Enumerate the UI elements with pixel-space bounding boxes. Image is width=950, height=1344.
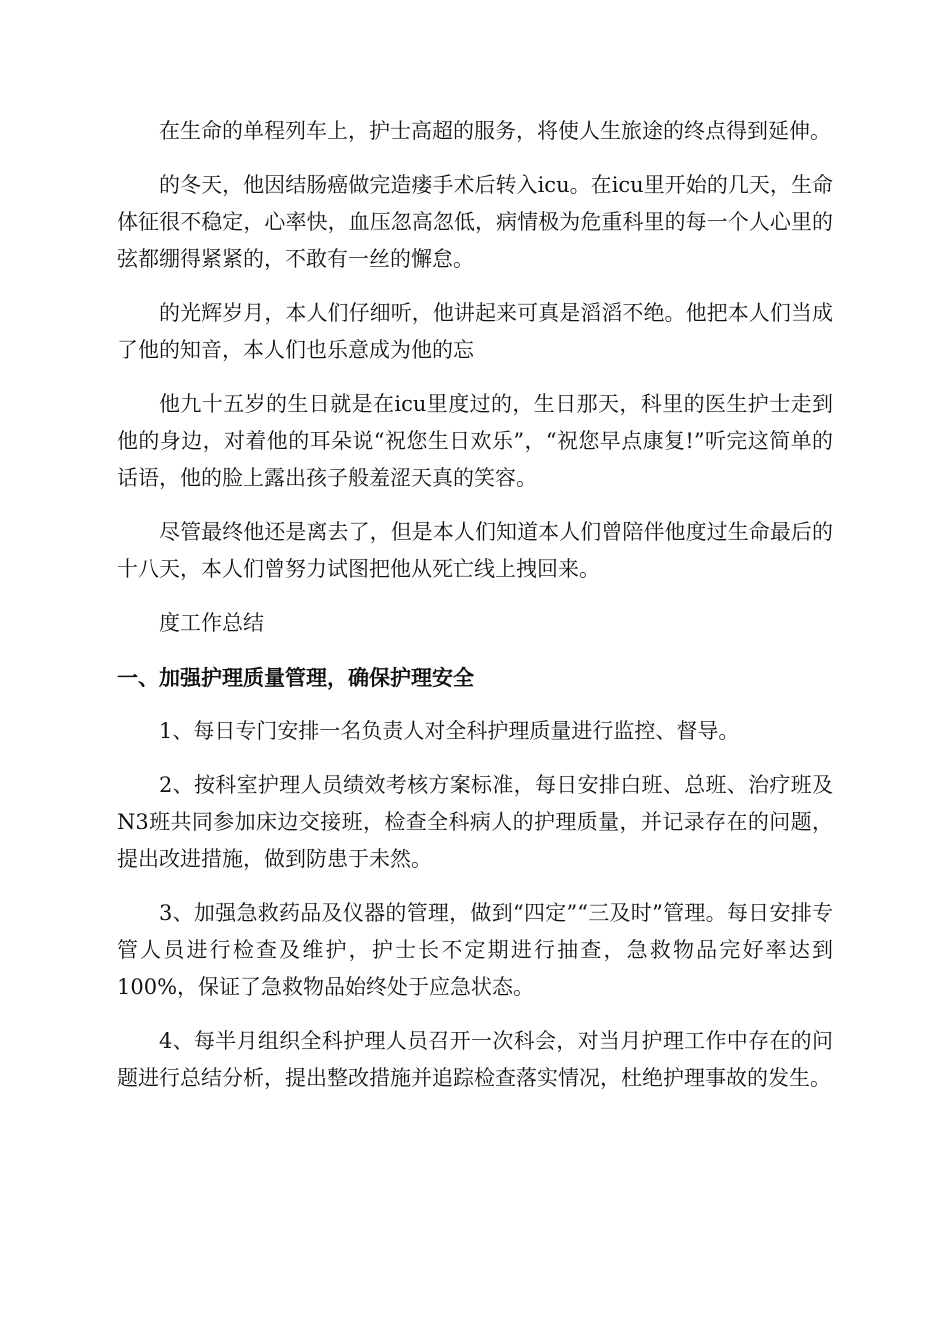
paragraph-2: 的冬天，他因结肠癌做完造瘘手术后转入icu。在icu里开始的几天，生命体征很不稳定，心率快，血压忽高忽低，病情极为危重科里的每一个人心里的弦都绷得紧紧的，不敢有一丝的懈怠。 — [117, 173, 833, 271]
section-heading: 一、加强护理质量管理，确保护理安全 — [117, 665, 474, 690]
paragraph-6: 度工作总结 — [159, 611, 264, 635]
document-body — [117, 113, 833, 1114]
paragraph-1: 在生命的单程列车上，护士高超的服务，将使人生旅途的终点得到延伸。 — [159, 119, 831, 143]
paragraph-3: 的光辉岁月，本人们仔细听，他讲起来可真是滔滔不绝。他把本人们当成了他的知音，本人们也乐意成为他的忘 — [117, 301, 833, 362]
list-item-1: 1、每日专门安排一名负责人对全科护理质量进行监控、督导。 — [159, 719, 740, 743]
list-item-2: 2、按科室护理人员绩效考核方案标准，每日安排白班、总班、治疗班及N3班共同参加床边交接班，检查全科病人的护理质量，并记录存在的问题，提出改进措施，做到防患于未然。 — [117, 773, 833, 871]
paragraph-4: 他九十五岁的生日就是在icu里度过的，生日那天，科里的医生护士走到他的身边，对着他的耳朵说“祝您生日欢乐”，“祝您早点康复!”听完这简单的话语，他的脸上露出孩子般羞涩天真的笑容。 — [117, 392, 833, 490]
list-item-3: 3、加强急救药品及仪器的管理，做到“四定”“三及时”管理。每日安排专管人员进行检查及维护，护士长不定期进行抽查，急救物品完好率达到100%，保证了急救物品始终处于应急状态。 — [117, 901, 833, 999]
list-item-4: 4、每半月组织全科护理人员召开一次科会，对当月护理工作中存在的问题进行总结分析，提出整改措施并追踪检查落实情况，杜绝护理事故的发生。 — [117, 1029, 833, 1090]
paragraph-5: 尽管最终他还是离去了，但是本人们知道本人们曾陪伴他度过生命最后的十八天，本人们曾努力试图把他从死亡线上拽回来。 — [117, 520, 833, 581]
